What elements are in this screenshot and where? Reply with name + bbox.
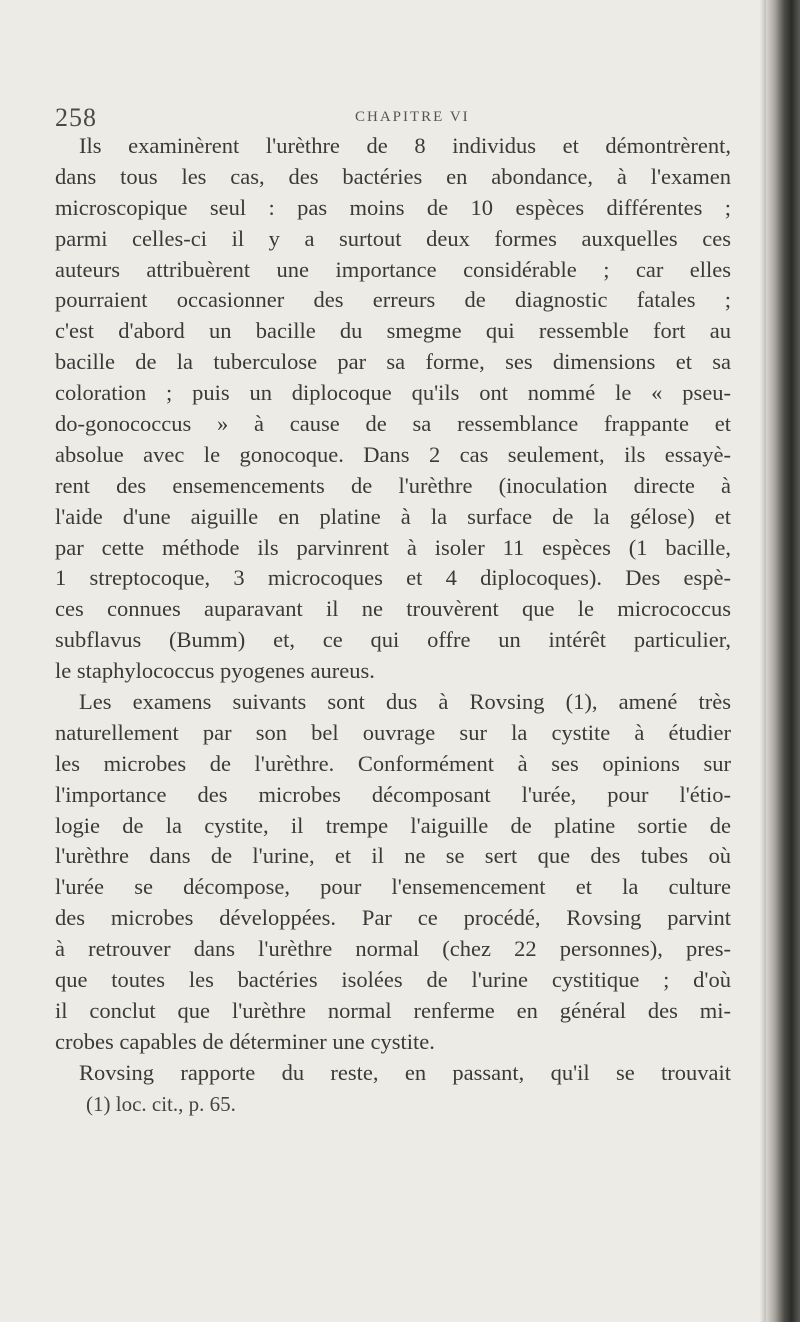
text-line: crobes capables de déterminer une cystite.	[55, 1028, 435, 1054]
text-line: il conclut que l'urèthre normal renferme en général des mi-	[55, 997, 731, 1023]
text-line: auteurs attribuèrent une importance considérable ; car elles	[55, 256, 731, 282]
text-line: coloration ; puis un diplocoque qu'ils ont nommé le « pseu-	[55, 380, 731, 406]
text-line: rent des ensemencements de l'urèthre (inoculation directe à	[55, 472, 731, 498]
running-head: CHAPITRE VI	[355, 109, 470, 125]
text-line: absolue avec le gonocoque. Dans 2 cas seulement, ils essayè-	[55, 441, 731, 467]
footnote: (1) loc. cit., p. 65.	[86, 1092, 236, 1116]
page-header	[55, 103, 735, 133]
text-line: logie de la cystite, il trempe l'aiguille de platine sortie de	[55, 812, 731, 838]
text-line: Les examens suivants sont dus à Rovsing (1), amené très	[79, 689, 731, 715]
text-line: l'importance des microbes décomposant l'urée, pour l'étio-	[55, 781, 731, 807]
body-text	[55, 131, 731, 1089]
text-line: l'urèthre dans de l'urine, et il ne se sert que des tubes où	[55, 843, 731, 869]
text-line: que toutes les bactéries isolées de l'urine cystitique ; d'où	[55, 967, 731, 993]
text-line: l'aide d'une aiguille en platine à la surface de la gélose) et	[55, 503, 731, 529]
text-line: par cette méthode ils parvinrent à isoler 11 espèces (1 bacille,	[55, 534, 731, 560]
text-line: ces connues auparavant il ne trouvèrent que le micrococcus	[55, 596, 731, 622]
text-line: bacille de la tuberculose par sa forme, ses dimensions et sa	[55, 349, 731, 375]
book-spine	[766, 0, 800, 1322]
text-line: microscopique seul : pas moins de 10 espèces différentes ;	[55, 194, 731, 220]
text-line: c'est d'abord un bacille du smegme qui ressemble fort au	[55, 318, 731, 344]
text-line: le staphylococcus pyogenes aureus.	[55, 658, 375, 684]
text-line: pourraient occasionner des erreurs de diagnostic fatales ;	[55, 287, 731, 313]
text-line: des microbes développées. Par ce procédé, Rovsing parvint	[55, 905, 731, 931]
text-line: do-gonococcus » à cause de sa ressemblance frappante et	[55, 411, 731, 437]
text-line: l'urée se décompose, pour l'ensemencement et la culture	[55, 874, 731, 900]
text-line: Rovsing rapporte du reste, en passant, qu'il se trouvait	[79, 1059, 731, 1085]
text-line: 1 streptocoque, 3 microcoques et 4 diplocoques). Des espè-	[55, 565, 731, 591]
page-number: 258	[55, 103, 97, 132]
text-line: les microbes de l'urèthre. Conformément à ses opinions sur	[55, 750, 731, 776]
text-line: dans tous les cas, des bactéries en abondance, à l'examen	[55, 163, 731, 189]
text-line: naturellement par son bel ouvrage sur la cystite à étudier	[55, 719, 731, 745]
text-line: parmi celles-ci il y a surtout deux formes auxquelles ces	[55, 225, 731, 251]
text-line: subflavus (Bumm) et, ce qui offre un intérêt particulier,	[55, 627, 731, 653]
text-line: Ils examinèrent l'urèthre de 8 individus et démontrèrent,	[79, 133, 731, 158]
text-line: à retrouver dans l'urèthre normal (chez 22 personnes), pres-	[55, 936, 731, 962]
